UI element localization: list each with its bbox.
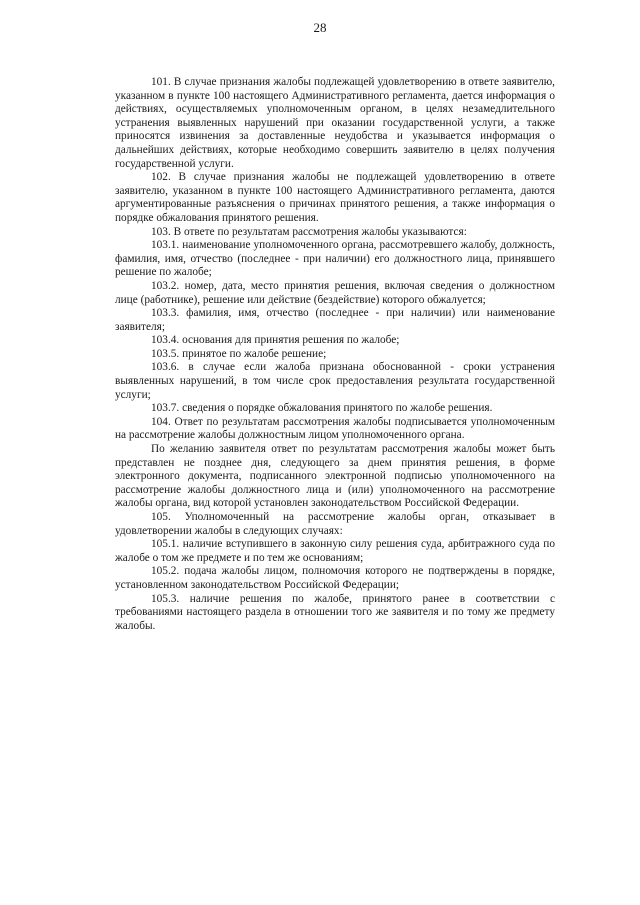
paragraph-103-7: 103.7. сведения о порядке обжалования принятого по жалобе решения. <box>151 402 493 415</box>
paragraph-103-2: 103.2. номер, дата, место принятия решения, включая сведения о должностном лице (работнике), решение или действие (бездействие) которого обжалуется; <box>115 279 555 306</box>
paragraph-103-3: 103.3. фамилия, имя, отчество (последнее - при наличии) или наименование заявителя; <box>115 307 555 333</box>
paragraph-104-electronic: По желанию заявителя ответ по результатам рассмотрения жалобы может быть представлен не позднее дня, следующего за днем принятия решения, в форме электронного документа, подписанного электронной подписью уполномоченного на рассмотрение жалобы должностного лица и (или) уполномоченного на рассмотрение жалобы органа, вид которой установлен законодательством Российской Федерации. <box>115 443 555 510</box>
page-number: 28 <box>313 20 327 35</box>
paragraph-105-1: 105.1. наличие вступившего в законную силу решения суда, арбитражного суда по жалобе о том же предмете и по тем же основаниям; <box>115 538 555 564</box>
paragraph-103-6: 103.6. в случае если жалоба признана обоснованной - сроки устранения выявленных нарушений, в том числе срок предоставления результата государственной услуги; <box>115 361 555 401</box>
paragraph-102: 102. В случае признания жалобы не подлежащей удовлетворению в ответе заявителю, указанном в пункте 100 настоящего Административного регламента, даются аргументированные разъяснения о причинах принятого решения, а также информация о порядке обжалования принятого решения. <box>115 171 555 224</box>
document-body <box>115 76 555 633</box>
paragraph-105-2: 105.2. подача жалобы лицом, полномочия которого не подтверждены в порядке, установленном законодательством Российской Федерации; <box>115 565 555 591</box>
paragraph-105: 105. Уполномоченный на рассмотрение жалобы орган, отказывает в удовлетворении жалобы в следующих случаях: <box>115 511 555 537</box>
paragraph-103-4: 103.4. основания для принятия решения по жалобе; <box>151 334 400 347</box>
paragraph-103: 103. В ответе по результатам рассмотрения жалобы указываются: <box>151 225 467 238</box>
paragraph-104: 104. Ответ по результатам рассмотрения жалобы подписывается уполномоченным на рассмотрение жалобы должностным лицом уполномоченного органа. <box>115 415 555 442</box>
paragraph-101: 101. В случае признания жалобы подлежащей удовлетворению в ответе заявителю, указанном в пункте 100 настоящего Административного регламента, дается информация о действиях, осуществляемых уполномоченным органом, в целях незамедлительного устранения выявленных нарушений при оказании государственной услуги, а также приносятся извинения за доставленные неудобства и указывается информация о дальнейших действиях, которые необходимо совершить заявителю в целях получения государственной услуги. <box>115 76 555 170</box>
paragraph-103-1: 103.1. наименование уполномоченного органа, рассмотревшего жалобу, должность, фамилия, имя, отчество (последнее - при наличии) его должностного лица, принявшего решение по жалобе; <box>115 239 555 279</box>
paragraph-105-3: 105.3. наличие решения по жалобе, принятого ранее в соответствии с требованиями настоящего раздела в отношении того же заявителя и по тому же предмету жалобы. <box>115 592 555 632</box>
paragraph-103-5: 103.5. принятое по жалобе решение; <box>151 347 327 360</box>
